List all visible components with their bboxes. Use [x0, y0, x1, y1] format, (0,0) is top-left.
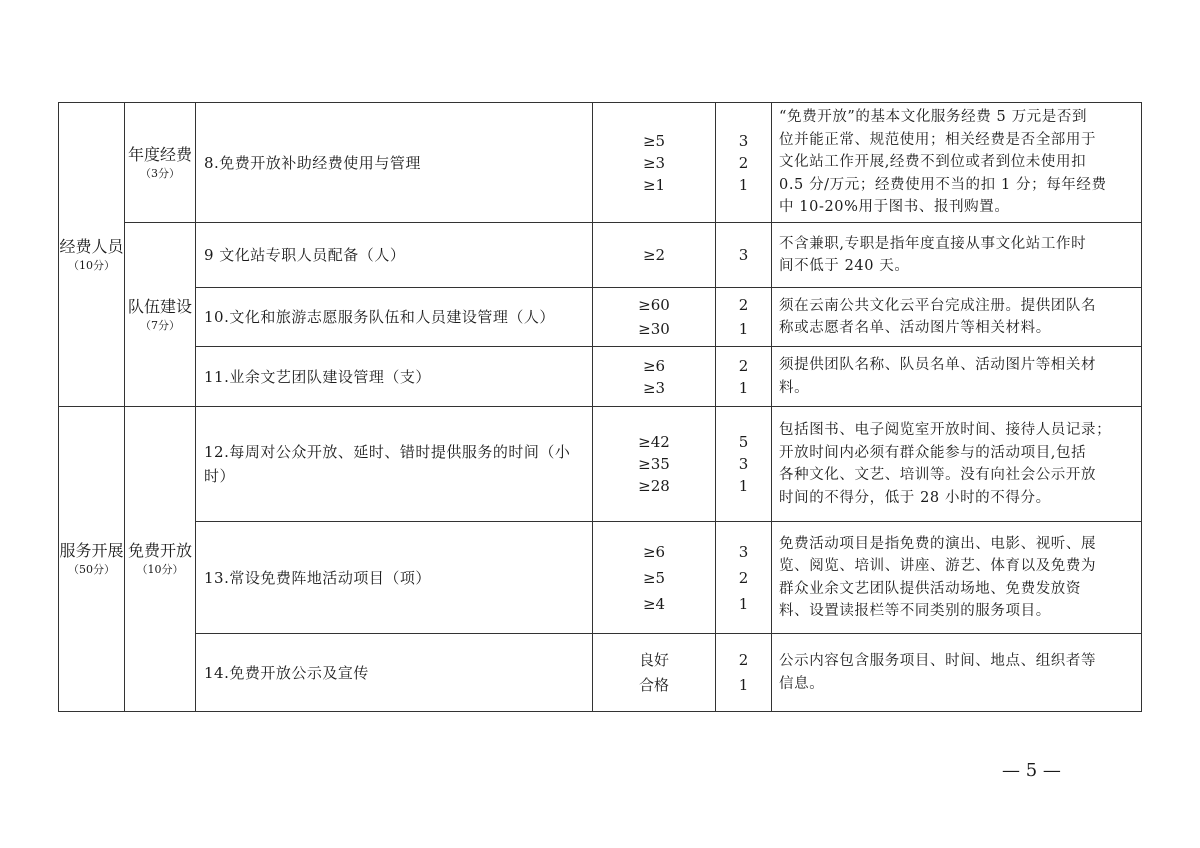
group-annual-funding: 年度经费 （3分） — [125, 103, 196, 223]
points-10: 2 1 — [716, 288, 772, 347]
item-10: 10.文化和旅游志愿服务队伍和人员建设管理（人） — [196, 288, 593, 347]
section-funding-staff: 经费人员 （10分） — [59, 103, 125, 407]
group-free-opening: 免费开放 （10分） — [125, 407, 196, 712]
standards-12: ≥42 ≥35 ≥28 — [593, 407, 716, 522]
item-11: 11.业余文艺团队建设管理（支） — [196, 347, 593, 407]
points-9: 3 — [716, 223, 772, 288]
points-11: 2 1 — [716, 347, 772, 407]
standards-13: ≥6 ≥5 ≥4 — [593, 522, 716, 634]
item-12: 12.每周对公众开放、延时、错时提供服务的时间（小 时） — [196, 407, 593, 522]
points-12: 5 3 1 — [716, 407, 772, 522]
desc-11: 须提供团队名称、队员名单、活动图片等相关材 料。 — [772, 347, 1142, 407]
item-14: 14.免费开放公示及宣传 — [196, 634, 593, 712]
desc-14: 公示内容包含服务项目、时间、地点、组织者等 信息。 — [772, 634, 1142, 712]
page-number: — 5 — — [1002, 760, 1061, 781]
standards-9: ≥2 — [593, 223, 716, 288]
section-service: 服务开展 （50分） — [59, 407, 125, 712]
group-team-building: 队伍建设 （7分） — [125, 223, 196, 407]
desc-9: 不含兼职,专职是指年度直接从事文化站工作时 间不低于 240 天。 — [772, 223, 1142, 288]
desc-8: “免费开放”的基本文化服务经费 5 万元是否到 位并能正常、规范使用；相关经费是否全部用于 文化站工作开展,经费不到位或者到位未使用扣 0.5 分/万元；经费使用不当的扣 1 分；每年经费 中 10-20%用于图书、报刊购置。 — [772, 103, 1142, 223]
points-14: 2 1 — [716, 634, 772, 712]
item-9: 9 文化站专职人员配备（人） — [196, 223, 593, 288]
points-13: 3 2 1 — [716, 522, 772, 634]
standards-10: ≥60 ≥30 — [593, 288, 716, 347]
standards-8: ≥5 ≥3 ≥1 — [593, 103, 716, 223]
standards-14: 良好 合格 — [593, 634, 716, 712]
evaluation-table — [58, 102, 1142, 712]
desc-12: 包括图书、电子阅览室开放时间、接待人员记录； 开放时间内必须有群众能参与的活动项目,包括 各种文化、文艺、培训等。没有向社会公示开放 时间的不得分，低于 28 小时的不得分。 — [772, 407, 1142, 522]
item-8: 8.免费开放补助经费使用与管理 — [196, 103, 593, 223]
standards-11: ≥6 ≥3 — [593, 347, 716, 407]
desc-13: 免费活动项目是指免费的演出、电影、视听、展 览、阅览、培训、讲座、游艺、体育以及免费为 群众业余文艺团队提供活动场地、免费发放资 料、设置读报栏等不同类别的服务项目。 — [772, 522, 1142, 634]
item-13: 13.常设免费阵地活动项目（项） — [196, 522, 593, 634]
desc-10: 须在云南公共文化云平台完成注册。提供团队名 称或志愿者名单、活动图片等相关材料。 — [772, 288, 1142, 347]
points-8: 3 2 1 — [716, 103, 772, 223]
